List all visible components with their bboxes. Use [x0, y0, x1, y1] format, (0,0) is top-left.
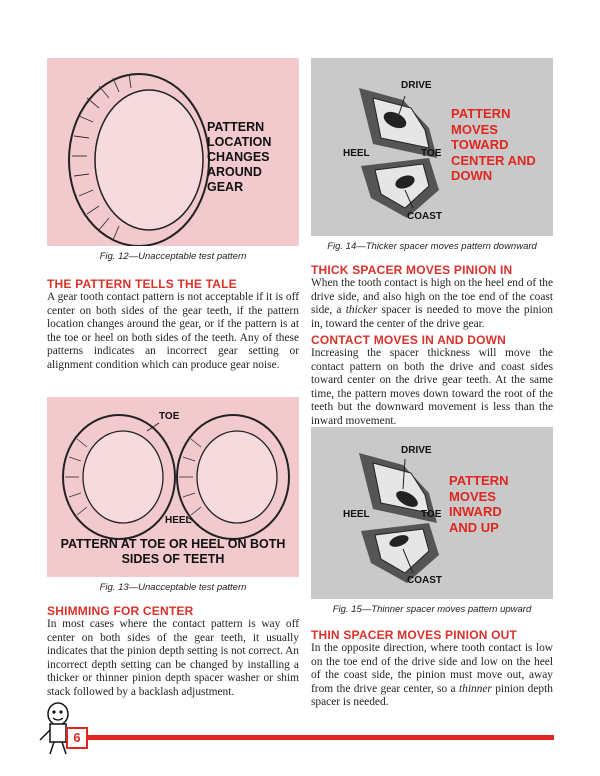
body-contact-moves: Increasing the spacer thickness will move the contact pattern on both the drive and coast sides toward center on the drive gear teeth. At the same time, the pattern moves down toward the root of the teeth but the downward movement is less than the inward movement.	[311, 347, 553, 427]
fig14-toe-label: TOE	[421, 148, 442, 159]
body-thick-spacer: When the tooth contact is high on the heel end of the drive side, and also high on the toe end of the coast side, a thicker spacer is needed to move the pinion in, toward the center of the drive gear.	[311, 277, 553, 330]
fig15-heel-label: HEEL	[343, 509, 370, 520]
heading-contact-moves: CONTACT MOVES IN AND DOWN	[311, 333, 506, 347]
body-pattern-tells-tale: A gear tooth contact pattern is not acceptable if it is off center on both sides of the gear teeth, if the pattern location changes around the gear, or if the pattern is at the toe or heel on both sides of the teeth. Any of these patterns indicates an incorrect gear setting or alignment condition which can produce gear noise.	[47, 291, 299, 371]
fig12-caption: Fig. 12—Unacceptable test pattern	[99, 251, 247, 262]
fig14-heel-label: HEEL	[343, 148, 370, 159]
fig13-callout: PATTERN AT TOE OR HEEL ON BOTH SIDES OF TEETH	[60, 537, 286, 566]
fig13-toe-label: TOE	[159, 411, 180, 422]
page-number: 6	[73, 730, 81, 745]
heading-thick-spacer: THICK SPACER MOVES PINION IN	[311, 263, 513, 277]
heading-thin-spacer: THIN SPACER MOVES PINION OUT	[311, 628, 518, 642]
figure-14	[311, 58, 553, 236]
fig14-caption: Fig. 14—Thicker spacer moves pattern downward	[327, 241, 537, 252]
heading-pattern-tells-tale: THE PATTERN TELLS THE TALE	[47, 277, 237, 291]
fig15-toe-label: TOE	[421, 509, 442, 520]
fig14-coast-label: COAST	[407, 211, 442, 222]
fig15-drive-label: DRIVE	[401, 445, 432, 456]
fig14-drive-label: DRIVE	[401, 80, 432, 91]
page-number-box	[66, 727, 88, 749]
fig14-callout: PATTERN MOVES TOWARD CENTER AND DOWN	[451, 106, 536, 183]
figure-15	[311, 427, 553, 599]
fig15-coast-label: COAST	[407, 575, 442, 586]
body-shimming: In most cases where the contact pattern is way off center on both sides of the gear teeth, it usually indicates that the pinion depth setting is not correct. An incorrect depth setting can be changed by installing a thicker or thinner pinion depth spacer washer or shim stack followed by a backlash adjustment.	[47, 618, 299, 698]
fig15-callout: PATTERN MOVES INWARD AND UP	[449, 473, 509, 535]
footer-rule	[88, 735, 554, 740]
fig12-callout: PATTERN LOCATION CHANGES AROUND GEAR	[207, 120, 272, 194]
figure-12	[47, 58, 299, 246]
heading-shimming: SHIMMING FOR CENTER	[47, 604, 194, 618]
fig15-caption: Fig. 15—Thinner spacer moves pattern upward	[332, 604, 532, 615]
fig13-caption: Fig. 13—Unacceptable test pattern	[99, 582, 247, 593]
fig13-heel-label: HEEL	[165, 515, 192, 526]
figure-13	[47, 397, 299, 577]
body-thin-spacer: In the opposite direction, where tooth contact is low on the toe end of the drive side and low on the heel of the coast side, the pinion must move out, away from the drive gear center, so a thinner pinion depth spacer is needed.	[311, 642, 553, 709]
